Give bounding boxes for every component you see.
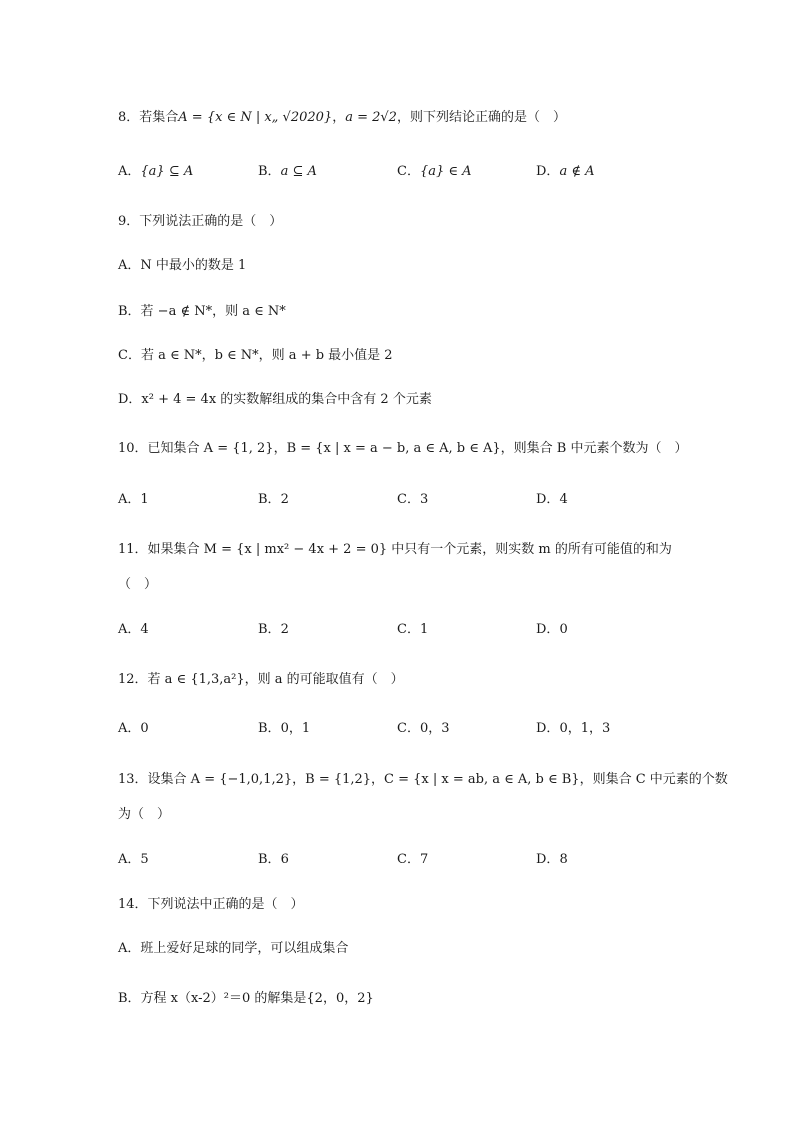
option-text: a ⊆ A	[280, 164, 317, 179]
option-text: 1	[419, 622, 429, 637]
question-11-stem-line1: 11．如果集合 M = {x | mx² − 4x + 2 = 0} 中只有一个元素，则实数 m 的所有可能值的和为	[118, 542, 672, 557]
option-text: a ∉ A	[559, 164, 595, 179]
option-text: 2	[280, 622, 289, 637]
q13-option-a[interactable]	[118, 851, 149, 869]
q9-statement-d[interactable]: D．x² + 4 = 4x 的实数解组成的集合中含有 2 个元素	[118, 392, 432, 407]
option-label: A．	[118, 492, 141, 507]
q13-option-d[interactable]	[536, 851, 568, 869]
option-label: B．	[258, 164, 281, 179]
q8-option-d[interactable]	[536, 163, 594, 181]
option-text: 3	[419, 492, 429, 507]
option-label: D．	[536, 622, 560, 637]
question-13-stem-line1: 13．设集合 A = {−1,0,1,2}，B = {1,2}，C = {x | x = ab, a ∈ A, b ∈ B}，则集合 C 中元素的个数	[118, 772, 728, 787]
option-label: A．	[118, 721, 141, 736]
q8-suffix: ，则下列结论正确的是（ ）	[396, 110, 566, 125]
q11-option-c[interactable]	[397, 621, 428, 639]
option-text: 5	[140, 852, 149, 867]
option-text: 0，1，3	[559, 721, 611, 736]
q9-statement-a[interactable]: A．N 中最小的数是 1	[118, 258, 247, 273]
q10-option-a[interactable]	[118, 491, 149, 509]
option-label: D．	[536, 492, 560, 507]
option-label: D．	[536, 852, 560, 867]
q12-option-b[interactable]	[258, 720, 310, 738]
q8-prefix: 8．若集合	[118, 110, 179, 125]
question-12-stem: 12．若 a ∈ {1,3,a²}，则 a 的可能取值有（ ）	[118, 672, 404, 687]
q13-option-c[interactable]	[397, 851, 428, 869]
question-10-stem: 10．已知集合 A = {1, 2}，B = {x | x = a − b, a ∈ A, b ∈ A}，则集合 B 中元素个数为（ ）	[118, 441, 688, 456]
option-text: 0	[140, 721, 149, 736]
q8-math-set: A = {x ∈ N | x„ √2020}	[178, 110, 333, 125]
option-label: C．	[397, 622, 420, 637]
option-text: 4	[140, 622, 149, 637]
option-label: C．	[397, 721, 420, 736]
q12-option-d[interactable]	[536, 720, 610, 738]
option-label: B．	[258, 721, 281, 736]
question-8-stem	[118, 109, 734, 127]
q12-option-a[interactable]	[118, 720, 149, 738]
option-label: C．	[397, 852, 420, 867]
option-text: 8	[559, 852, 568, 867]
option-text: {a} ∈ A	[419, 164, 472, 179]
q8-math-a: a = 2√2	[345, 110, 397, 125]
option-label: A．	[118, 164, 141, 179]
q10-option-b[interactable]	[258, 491, 289, 509]
question-14-stem: 14．下列说法中正确的是（ ）	[118, 897, 304, 912]
option-text: 4	[559, 492, 568, 507]
q11-option-d[interactable]	[536, 621, 568, 639]
q10-option-c[interactable]	[397, 491, 428, 509]
q8-option-a[interactable]	[118, 163, 193, 181]
q11-option-b[interactable]	[258, 621, 289, 639]
option-text: 0，1	[280, 721, 311, 736]
option-label: D．	[536, 164, 560, 179]
option-label: D．	[536, 721, 560, 736]
option-label: C．	[397, 492, 420, 507]
option-label: C．	[397, 164, 420, 179]
question-9-stem: 9．下列说法正确的是（ ）	[118, 214, 283, 229]
q14-statement-a[interactable]: A．班上爱好足球的同学，可以组成集合	[118, 941, 349, 956]
option-text: 0	[559, 622, 568, 637]
q11-option-a[interactable]	[118, 621, 149, 639]
q10-option-d[interactable]	[536, 491, 568, 509]
q9-statement-b[interactable]: B．若 −a ∉ N*，则 a ∈ N*	[118, 304, 286, 319]
option-text: 6	[280, 852, 289, 867]
option-label: A．	[118, 622, 141, 637]
q12-option-c[interactable]	[397, 720, 450, 738]
option-text: 1	[140, 492, 149, 507]
option-text: 0，3	[419, 721, 450, 736]
q13-option-b[interactable]	[258, 851, 289, 869]
option-label: B．	[258, 622, 281, 637]
q9-statement-c[interactable]: C．若 a ∈ N*，b ∈ N*，则 a + b 最小值是 2	[118, 348, 393, 363]
question-13-stem-line2: 为（ ）	[118, 807, 171, 822]
q8-option-b[interactable]	[258, 163, 317, 181]
q8-option-c[interactable]	[397, 163, 472, 181]
option-text: 2	[280, 492, 289, 507]
q14-statement-b[interactable]: B．方程 x（x-2）²＝0 的解集是{2，0，2}	[118, 991, 374, 1006]
question-11-stem-line2: （ ）	[118, 577, 158, 592]
option-text: {a} ⊆ A	[140, 164, 194, 179]
option-label: B．	[258, 492, 281, 507]
q8-mid: ，	[332, 110, 346, 125]
option-label: B．	[258, 852, 281, 867]
option-label: A．	[118, 852, 141, 867]
option-text: 7	[419, 852, 429, 867]
